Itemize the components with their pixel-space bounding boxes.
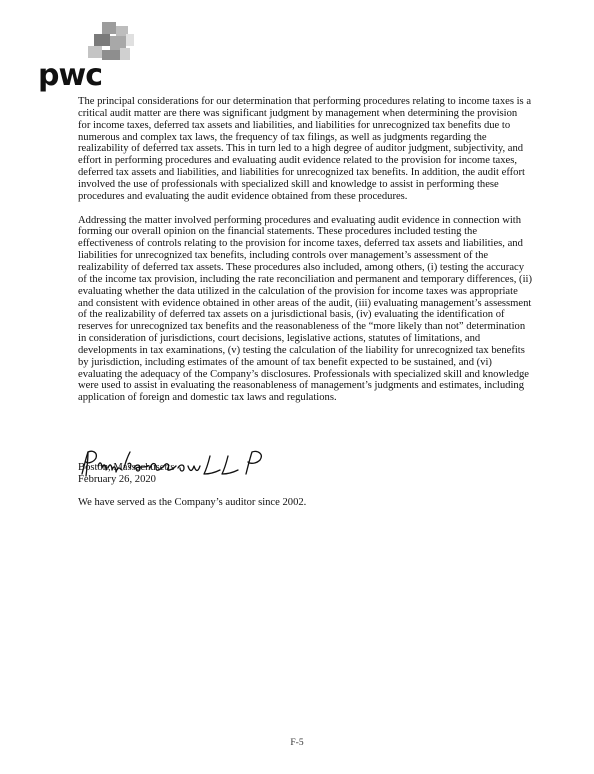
signing-date: February 26, 2020 (78, 474, 156, 485)
auditor-since-statement: We have served as the Company’s auditor since 2002. (78, 497, 307, 508)
signing-location: Boston, Massachusetts (78, 462, 175, 473)
paragraph-procedures: Addressing the matter involved performing procedures and evaluating audit evidence in connection with forming our overall opinion on the financial statements. These procedures included testing the effectiveness of controls relating to the provision for income taxes, deferred tax assets and liabilities, and liabilities for unrecognized tax benefits, including controls over management’s assessment of the realizability of deferred tax assets. These procedures also included, among others, (i) testing the accuracy of the income tax provision, including the rate reconciliation and permanent and temporary differences, (ii) evaluating whether the data utilized in the calculation of the provision for income taxes was appropriate and consistent with evidence obtained in other areas of the audit, (iii) evaluating management’s assessment of the realizability of deferred tax assets on a jurisdictional basis, (iv) evaluating the identification of reserves for unrecognized tax benefits and the reasonableness of the “more likely than not” determination in consideration of jurisdictions, court decisions, legislative actions, statutes of limitations, and developments in tax examinations, (v) testing the calculation of the liability for unrecognized tax benefits by jurisdiction, including estimates of the amount of tax benefit expected to be sustained, and (vi) evaluating the adequacy of the Company’s disclosures. Professionals with specialized skill and knowledge were used to assist in evaluating the reasonableness of management’s judgments and estimates, including application of foreign and domestic tax laws and regulations. (78, 214, 532, 404)
pwc-logo (38, 22, 138, 94)
page-number: F-5 (290, 738, 304, 748)
logo-wordmark: pwc (38, 58, 102, 93)
paragraph-critical-audit-matter: The principal considerations for our determination that performing procedures relating to income taxes is a critical audit matter are there was significant judgment by management when determining the provision for income taxes, deferred tax assets and liabilities, and liabilities for unrecognized tax benefits due to numerous and complex tax laws, the frequency of tax filings, as well as judgments regarding the realizability of deferred tax assets. This in turn led to a high degree of auditor judgment, subjectivity, and effort in performing procedures and evaluating audit evidence related to the provision for income taxes, deferred tax assets and liabilities, and liabilities for unrecognized tax benefits. In addition, the audit effort involved the use of professionals with specialized skill and knowledge to assist in performing these procedures and evaluating the audit evidence obtained from these procedures. (78, 96, 532, 202)
document-body (78, 96, 532, 416)
